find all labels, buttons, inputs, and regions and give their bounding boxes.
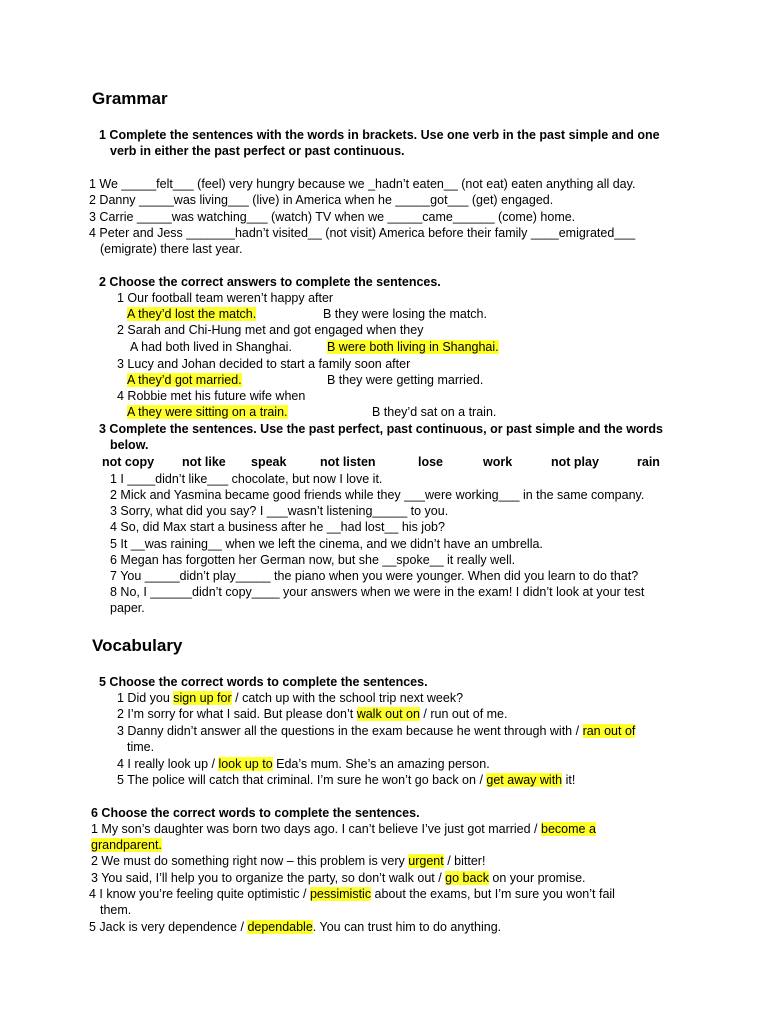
ex3-line-8-cont: paper.: [110, 601, 145, 615]
ex5-line-2: 2 I’m sorry for what I said. But please don’t walk out on / run out of me.: [117, 707, 508, 721]
ex2-question-4: 4 Robbie met his future wife when: [117, 389, 306, 403]
ex6-line-5: 5 Jack is very dependence / dependable. You can trust him to do anything.: [89, 920, 502, 934]
ex1-line-4-cont: (emigrate) there last year.: [100, 242, 243, 256]
ex2-answer-2b: B were both living in Shanghai.: [327, 340, 499, 354]
ex3-line-6: 6 Megan has forgotten her German now, but she __spoke__ it really well.: [110, 553, 516, 567]
word-box-item: lose: [418, 455, 444, 469]
ex6-line-4: 4 I know you’re feeling quite optimistic / pessimistic about the exams, but I’m sure you won’t fail: [89, 887, 615, 901]
ex2-answer-2a: A had both lived in Shanghai.: [130, 340, 292, 354]
ex2-answer-1b: B they were losing the match.: [323, 307, 487, 321]
ex2-question-2: 2 Sarah and Chi-Hung met and got engaged when they: [117, 323, 424, 337]
ex5-line-3-cont: time.: [127, 740, 155, 754]
ex2-answer-3b: B they were getting married.: [327, 373, 484, 387]
ex6-line-1: 1 My son’s daughter was born two days ago. I can’t believe I’ve just got married / become a: [91, 822, 596, 836]
ex6-instruction: 6 Choose the correct words to complete the sentences.: [91, 806, 420, 820]
ex3-line-7: 7 You _____didn’t play_____ the piano when you were younger. When did you learn to do that?: [110, 569, 639, 583]
ex2-answer-3a: A they’d got married.: [127, 373, 242, 387]
ex6-line-3: 3 You said, I’ll help you to organize the party, so don’t walk out / go back on your promise.: [91, 871, 586, 885]
ex1-line-2: 2 Danny _____was living___ (live) in America when he _____got___ (get) engaged.: [89, 193, 554, 207]
vocabulary-heading: Vocabulary: [92, 636, 183, 655]
word-box-item: not listen: [320, 455, 376, 469]
word-box-item: work: [483, 455, 513, 469]
ex3-line-8: 8 No, I ______didn’t copy____ your answers when we were in the exam! I didn’t look at your test: [110, 585, 645, 599]
ex2-answer-4a: A they were sitting on a train.: [127, 405, 288, 419]
ex1-instruction: 1 Complete the sentences with the words in brackets. Use one verb in the past simple and one: [99, 128, 660, 142]
ex5-line-4: 4 I really look up / look up to Eda’s mum. She’s an amazing person.: [117, 757, 490, 771]
word-box-item: speak: [251, 455, 287, 469]
ex5-line-3: 3 Danny didn’t answer all the questions in the exam because he went through with / ran out of: [117, 724, 636, 738]
ex1-instruction-cont: verb in either the past perfect or past continuous.: [110, 144, 405, 158]
ex3-line-4: 4 So, did Max start a business after he __had lost__ his job?: [110, 520, 445, 534]
ex6-line-4-cont: them.: [100, 903, 132, 917]
ex6-line-2: 2 We must do something right now – this problem is very urgent / bitter!: [91, 854, 486, 868]
ex3-instruction-cont: below.: [110, 438, 149, 452]
ex5-line-1: 1 Did you sign up for / catch up with the school trip next week?: [117, 691, 464, 705]
word-box-item: not play: [551, 455, 599, 469]
grammar-heading: Grammar: [92, 89, 168, 108]
ex2-answer-1a: A they’d lost the match.: [127, 307, 257, 321]
ex2-instruction: 2 Choose the correct answers to complete the sentences.: [99, 275, 441, 289]
word-box-item: not copy: [102, 455, 155, 469]
ex2-answer-4b: B they’d sat on a train.: [372, 405, 497, 419]
ex3-line-5: 5 It __was raining__ when we left the cinema, and we didn’t have an umbrella.: [110, 537, 543, 551]
ex5-instruction: 5 Choose the correct words to complete the sentences.: [99, 675, 428, 689]
ex5-line-5: 5 The police will catch that criminal. I’m sure he won’t go back on / get away with it!: [117, 773, 576, 787]
word-box-item: not like: [182, 455, 226, 469]
word-box-item: rain: [637, 455, 660, 469]
ex3-instruction: 3 Complete the sentences. Use the past perfect, past continuous, or past simple and the words: [99, 422, 664, 436]
ex2-question-1: 1 Our football team weren’t happy after: [117, 291, 334, 305]
ex3-line-2: 2 Mick and Yasmina became good friends while they ___were working___ in the same company.: [110, 488, 645, 502]
ex2-question-3: 3 Lucy and Johan decided to start a family soon after: [117, 357, 411, 371]
ex1-line-3: 3 Carrie _____was watching___ (watch) TV when we _____came______ (come) home.: [89, 210, 576, 224]
ex1-line-4: 4 Peter and Jess _______hadn’t visited__ (not visit) America before their family ____emigrated___: [89, 226, 636, 240]
ex1-line-1: 1 We _____felt___ (feel) very hungry because we _hadn’t eaten__ (not eat) eaten anything all day.: [89, 177, 636, 191]
ex3-line-3: 3 Sorry, what did you say? I ___wasn’t listening_____ to you.: [110, 504, 449, 518]
ex6-line-1-cont: grandparent.: [91, 838, 162, 852]
ex3-line-1: 1 I ____didn’t like___ chocolate, but now I love it.: [110, 472, 383, 486]
